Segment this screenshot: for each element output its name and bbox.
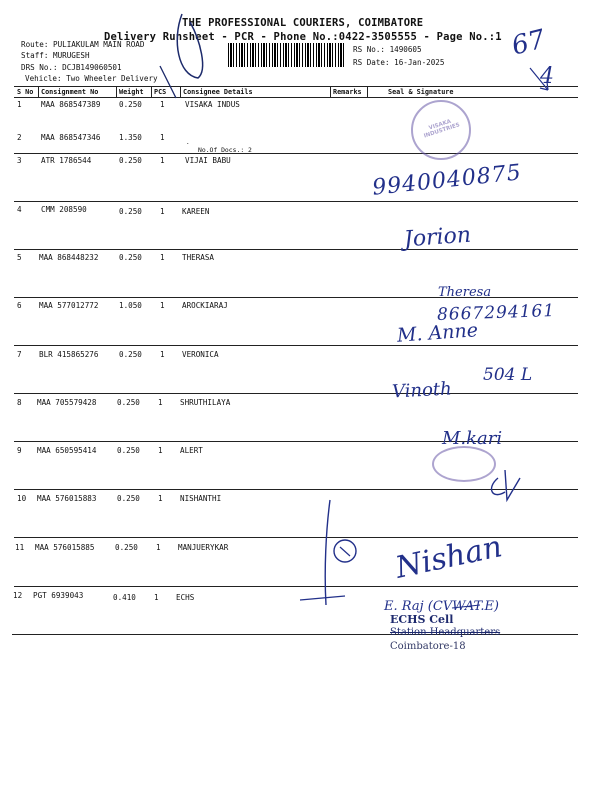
- table-row-consignment: MAA 868547346: [41, 133, 101, 142]
- table-row-weight: 1.350: [119, 133, 142, 142]
- col-header-consignee: Consignee Details: [183, 88, 253, 96]
- table-row-consignment: ATR 1786544: [41, 156, 92, 165]
- seal-text: VISAKA INDUSTRIES: [423, 118, 461, 140]
- route-label: Route: PULIAKULAM MAIN ROAD: [21, 40, 145, 49]
- table-row-sno: 5: [17, 253, 22, 262]
- drs-label: DRS No.: DCJB149060501: [21, 63, 122, 72]
- table-row-pcs: 1: [160, 156, 165, 165]
- table-row-pcs: 1: [160, 350, 165, 359]
- name-row6: Theresa: [438, 285, 492, 300]
- table-row-sno: 2: [17, 133, 22, 142]
- table-row-pcs: 1: [154, 593, 159, 602]
- signature-row4: Jorion: [403, 222, 472, 253]
- col-header-consignment: Consignment No: [41, 88, 99, 96]
- table-row-weight: 0.250: [117, 494, 140, 503]
- table-row-pcs: 1: [160, 207, 165, 216]
- table-row-sno: 4: [17, 205, 22, 214]
- echs-stamp-line2: Station Headquarters: [390, 627, 501, 638]
- table-row-consignment: MAA 576015885: [35, 543, 95, 552]
- table-row-weight: 0.410: [113, 593, 136, 602]
- runsheet-title: Delivery Runsheet - PCR - Phone No.:0422-3505555 - Page No.:1: [104, 31, 502, 43]
- table-row-consignee: AROCKIARAJ: [182, 301, 228, 310]
- table-row-consignee: VERONICA: [182, 350, 219, 359]
- col-header-pcs: PCS: [154, 88, 167, 96]
- signature-row9: M.kari: [442, 428, 503, 449]
- table-row-sno: 11: [15, 543, 25, 552]
- table-row-weight: 0.250: [119, 253, 142, 262]
- signature-row12: E. Raj (CVWAT.E): [384, 599, 500, 614]
- number-row7: 504 L: [483, 365, 533, 385]
- table-row-consignment: MAA 868547389: [41, 100, 101, 109]
- company-seal-icon: [411, 100, 471, 160]
- signature-row11: Nishan: [392, 529, 506, 586]
- table-row-note: .: [186, 139, 190, 146]
- table-row-weight: 1.050: [119, 301, 142, 310]
- table-row-sno: 10: [17, 494, 27, 503]
- faint-stamp-icon: [432, 446, 496, 482]
- table-row-pcs: 1: [158, 398, 163, 407]
- table-row-consignment: MAA 705579428: [37, 398, 97, 407]
- table-row-consignee: ECHS: [176, 593, 195, 602]
- page-mark-bottom: 4: [540, 64, 554, 89]
- table-row-weight: 0.250: [119, 207, 142, 216]
- table-row-pcs: 1: [160, 253, 165, 262]
- vehicle-label: Vehicle: Two Wheeler Delivery: [25, 74, 158, 83]
- table-row-weight: 0.250: [117, 446, 140, 455]
- table-row-weight: 0.250: [115, 543, 138, 552]
- table-row-consignment: MAA 577012772: [39, 301, 99, 310]
- table-row-consignment: BLR 415865276: [39, 350, 99, 359]
- table-row-pcs: 1: [158, 494, 163, 503]
- table-row-sno: 6: [17, 301, 22, 310]
- docs-count-note: No.Of Docs.: 2: [198, 146, 252, 154]
- table-row-sno: 1: [17, 100, 22, 109]
- col-header-weight: Weight: [119, 88, 144, 96]
- col-header-sno: S No: [17, 88, 34, 96]
- table-row-sno: 8: [17, 398, 22, 407]
- table-row-weight: 0.250: [119, 350, 142, 359]
- table-row-pcs: 1: [160, 301, 165, 310]
- table-row-consignment: MAA 650595414: [37, 446, 97, 455]
- table-row-weight: 0.250: [117, 398, 140, 407]
- table-row-consignment: MAA 868448232: [39, 253, 99, 262]
- table-row-sno: 7: [17, 350, 22, 359]
- rs-number: RS No.: 1490605: [353, 45, 422, 54]
- table-row-sno: 3: [17, 156, 22, 165]
- table-row-consignee: KAREEN: [182, 207, 210, 216]
- table-row-pcs: 1: [158, 446, 163, 455]
- table-row-consignment: MAA 576015883: [37, 494, 97, 503]
- table-row-consignee: SHRUTHILAYA: [180, 398, 231, 407]
- col-header-remarks: Remarks: [333, 88, 362, 96]
- staff-label: Staff: MURUGESH: [21, 51, 90, 60]
- table-row-consignee: VIJAI BABU: [185, 156, 231, 165]
- table-row-consignee: NISHANTHI: [180, 494, 222, 503]
- company-title: THE PROFESSIONAL COURIERS, COIMBATORE: [182, 17, 424, 29]
- col-header-seal-signature: Seal & Signature: [388, 88, 454, 96]
- echs-stamp-line1: ECHS Cell: [390, 613, 454, 626]
- rs-date: RS Date: 16-Jan-2025: [353, 58, 445, 67]
- table-row-pcs: 1: [160, 100, 165, 109]
- signature-row6: M. Anne: [396, 319, 479, 347]
- phone-handwriting: 9940040875: [371, 160, 523, 201]
- table-row-weight: 0.250: [119, 100, 142, 109]
- table-row-consignment: CMM 208590: [41, 205, 87, 214]
- table-row-weight: 0.250: [119, 156, 142, 165]
- table-row-pcs: 1: [160, 133, 165, 142]
- table-row-consignee: ALERT: [180, 446, 203, 455]
- echs-stamp-line3: Coimbatore-18: [390, 641, 466, 652]
- page-mark-top: 67: [508, 24, 549, 62]
- phone-row6: 8667294161: [436, 300, 556, 326]
- table-row-sno: 12: [13, 591, 23, 600]
- table-row-pcs: 1: [156, 543, 161, 552]
- table-row-sno: 9: [17, 446, 22, 455]
- table-row-consignee: MANJUERYKAR: [178, 543, 229, 552]
- table-row-consignee: VISAKA INDUS: [185, 100, 240, 109]
- signature-row7: Vinoth: [391, 378, 453, 403]
- table-row-consignment: PGT 6939043: [33, 591, 84, 600]
- table-row-consignee: THERASA: [182, 253, 215, 262]
